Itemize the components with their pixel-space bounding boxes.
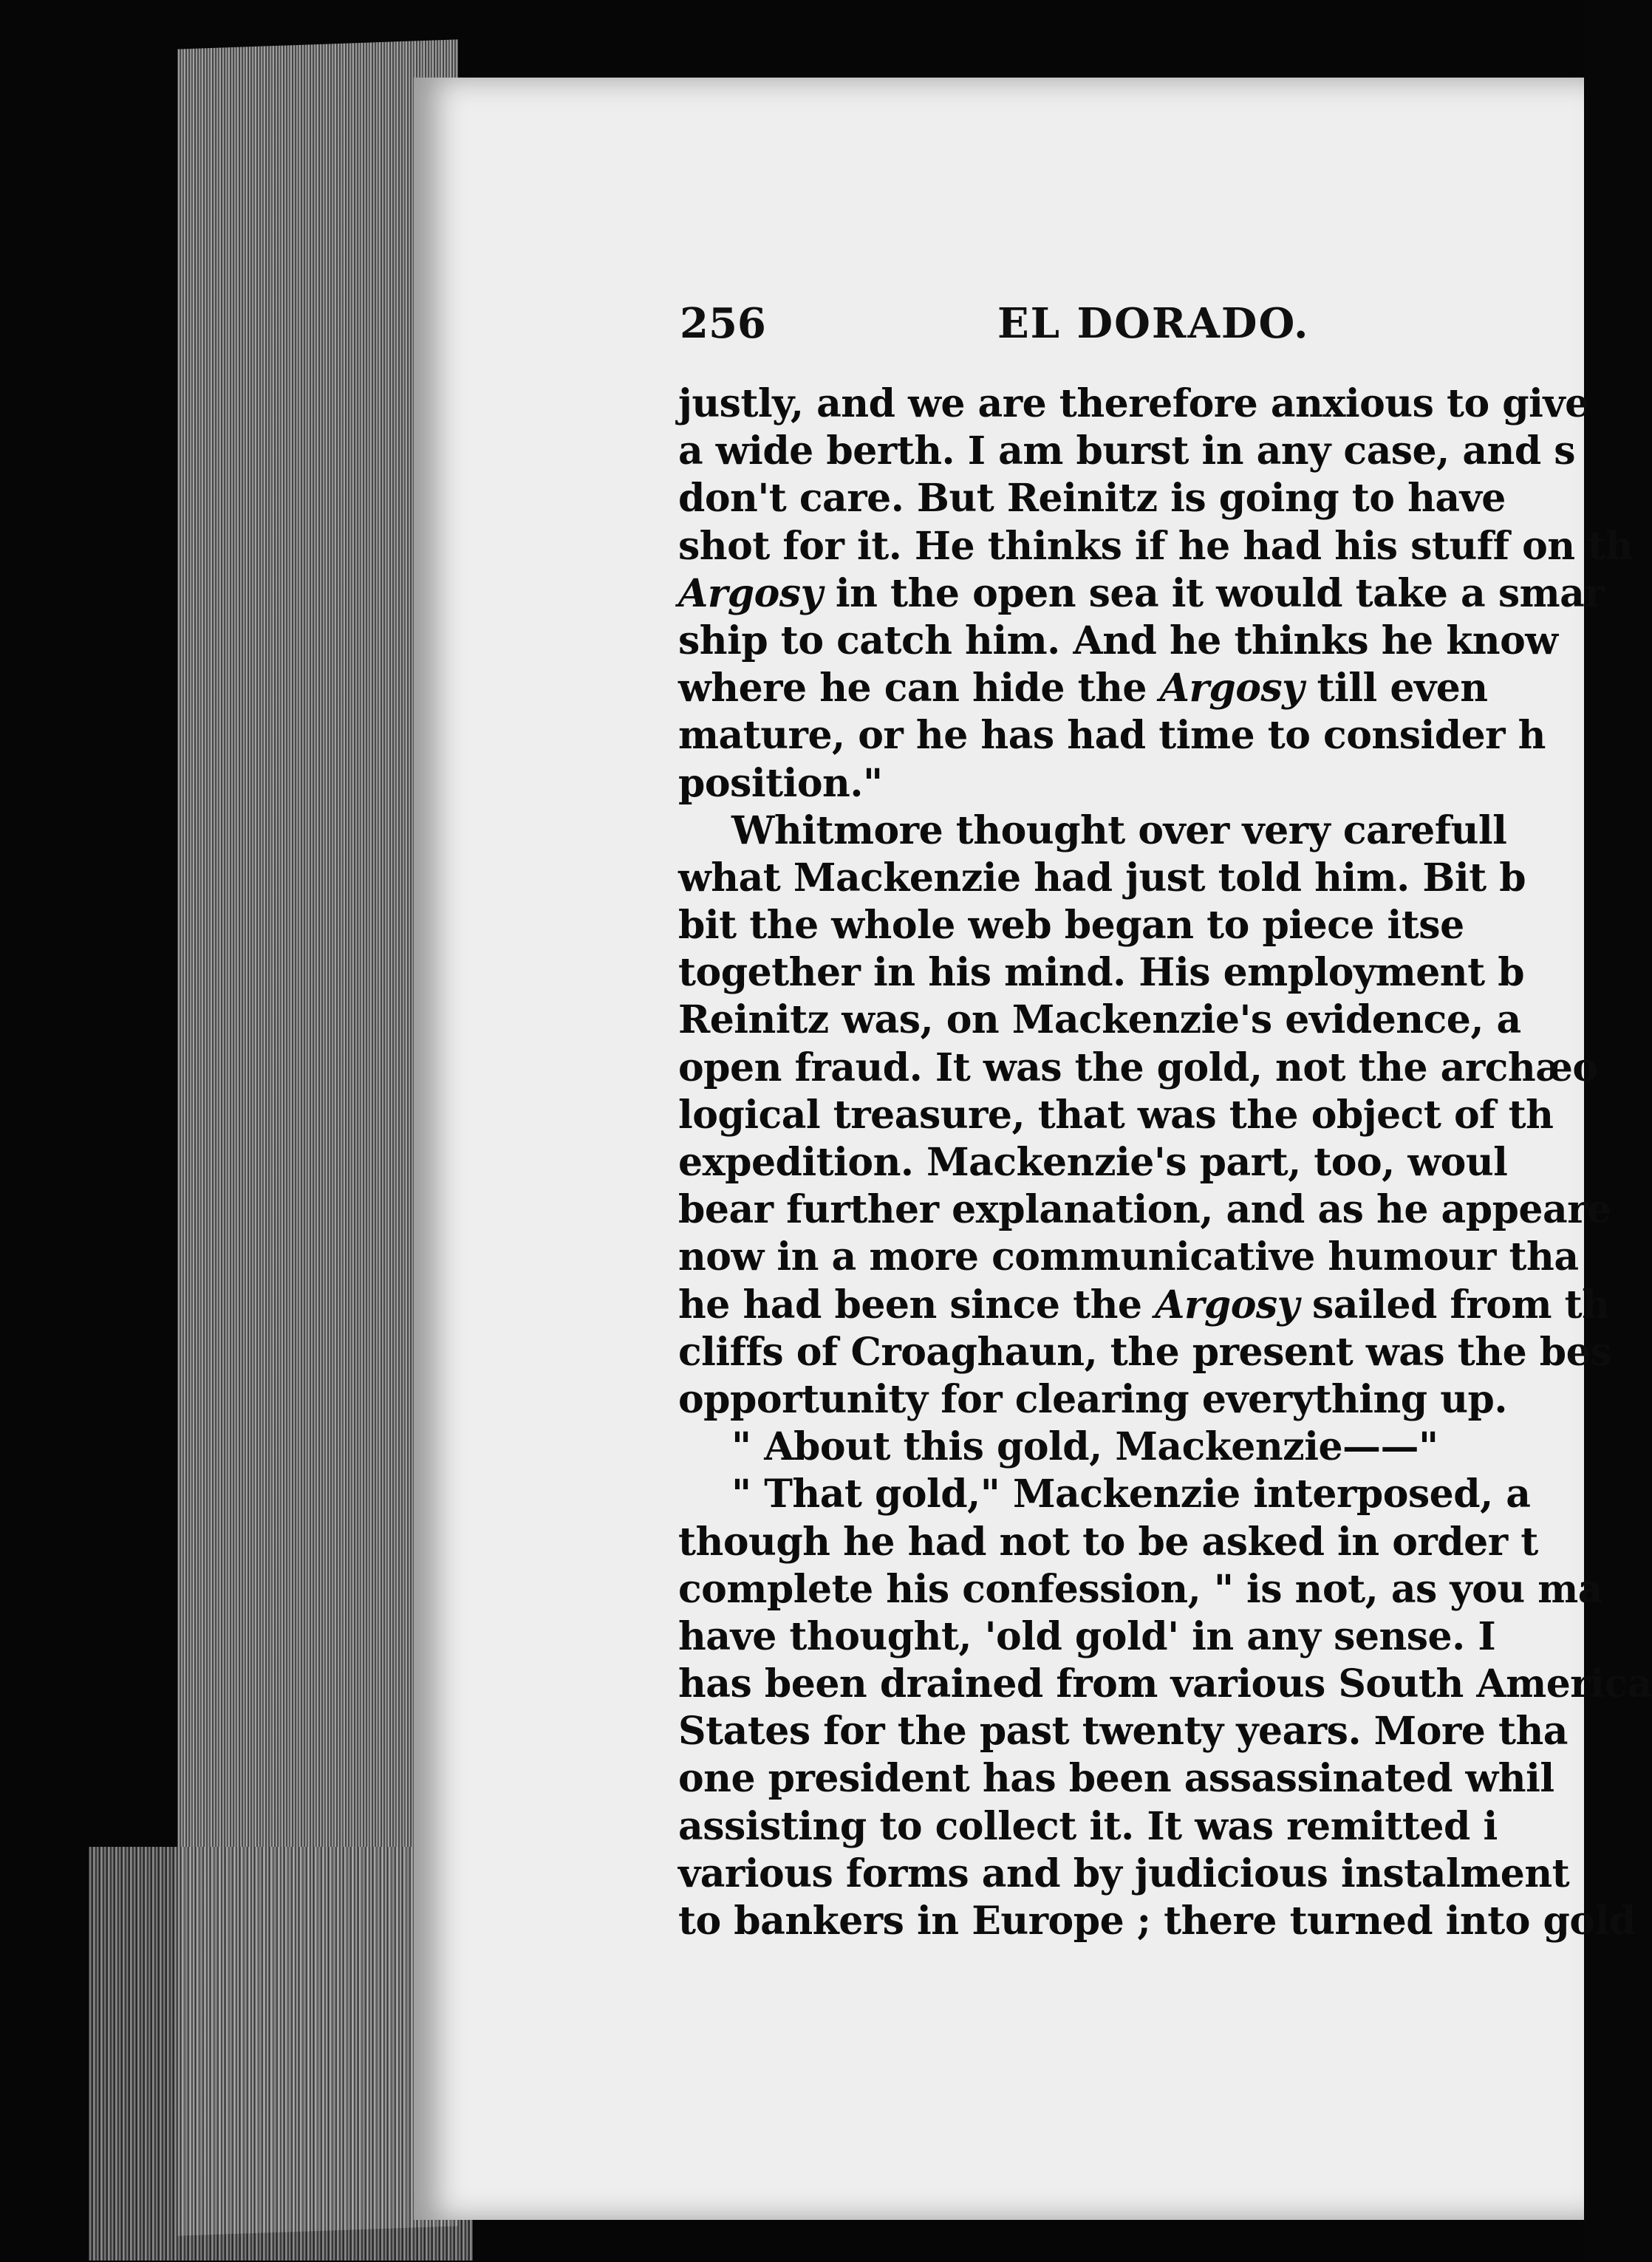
page-number: 256 (680, 299, 766, 348)
text-line: complete his confession, " is not, as you ma (678, 1566, 1602, 1612)
text-line: Reinitz was, on Mackenzie's evidence, a (678, 997, 1521, 1043)
text-line: various forms and by judicious instalment (678, 1851, 1570, 1896)
text-line: justly, and we are therefore anxious to give (678, 381, 1589, 426)
text-line: mature, or he has had time to consider h (678, 713, 1546, 759)
running-title: EL DORADO. (997, 299, 1310, 348)
text-line: " About this gold, Mackenzie——" (731, 1424, 1438, 1470)
text-line: Whitmore thought over very carefull (731, 807, 1507, 853)
text-line: ship to catch him. And he thinks he know (678, 618, 1558, 663)
text-line: together in his mind. His employment b (678, 950, 1525, 996)
text-line: expedition. Mackenzie's part, too, woul (678, 1140, 1508, 1185)
text-line: don't care. But Reinitz is going to have (678, 476, 1506, 522)
text-line: position." (678, 760, 883, 806)
text-line: though he had not to be asked in order t (678, 1519, 1538, 1565)
text-line: cliffs of Croaghaun, the present was the bes (678, 1329, 1611, 1375)
body-text (678, 380, 1652, 1944)
text-line: where he can hide the Argosy till even (678, 666, 1488, 711)
text-line: opportunity for clearing everything up. (678, 1376, 1507, 1422)
text-line: has been drained from various South America (678, 1661, 1652, 1707)
text-line: to bankers in Europe ; there turned into gold (678, 1899, 1636, 1944)
text-line: what Mackenzie had just told him. Bit b (678, 855, 1526, 901)
page-header (680, 299, 1566, 366)
text-line: open fraud. It was the gold, not the archæo (678, 1045, 1598, 1090)
text-line: shot for it. He thinks if he had his stuff on th (678, 523, 1634, 569)
text-line: now in a more communicative humour tha (678, 1234, 1579, 1280)
text-line: bear further explanation, and as he appeare (678, 1187, 1611, 1233)
text-line: have thought, 'old gold' in any sense. I (678, 1613, 1496, 1659)
text-line: one president has been assassinated whil (678, 1756, 1554, 1802)
text-line: logical treasure, that was the object of th (678, 1092, 1554, 1138)
text-line: " That gold," Mackenzie interposed, a (731, 1472, 1531, 1517)
text-line: a wide berth. I am burst in any case, and s (678, 428, 1576, 474)
text-line: he had been since the Argosy sailed from th (678, 1282, 1610, 1328)
text-line: States for the past twenty years. More tha (678, 1709, 1568, 1754)
text-line: assisting to collect it. It was remitted i (678, 1803, 1498, 1849)
text-line: Argosy in the open sea it would take a smar (678, 570, 1605, 616)
text-line: bit the whole web began to piece itse (678, 903, 1464, 949)
